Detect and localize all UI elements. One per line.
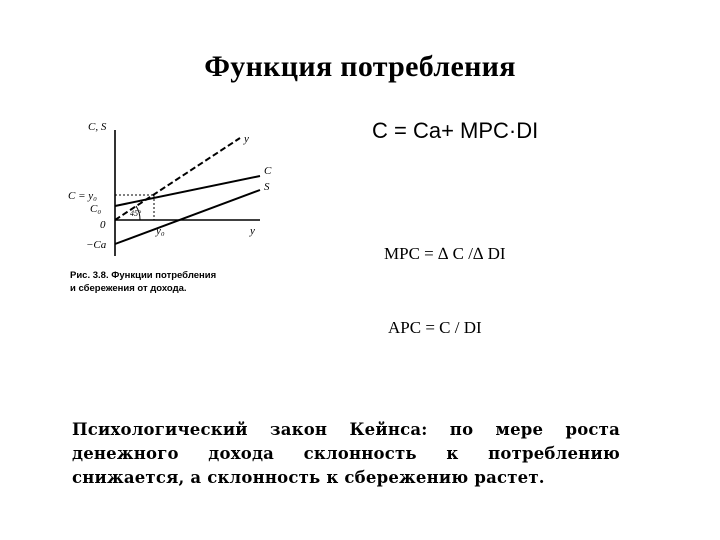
- axis-x-label: y: [250, 225, 255, 237]
- figure-caption-line1: Рис. 3.8. Функции потребления: [70, 270, 217, 281]
- label-c-eq-y0: C = y₀: [68, 190, 97, 202]
- label-neg-ca: −Ca: [86, 239, 107, 251]
- label-line-c: C: [264, 165, 272, 177]
- label-line-y: y: [244, 133, 249, 145]
- consumption-graph: [60, 108, 300, 308]
- page-title: Функция потребления: [204, 50, 516, 83]
- consumption-savings-figure: [60, 108, 300, 308]
- formula-apc: APC = C / DI: [388, 318, 482, 337]
- axis-y-label: C, S: [88, 121, 107, 133]
- label-y0: y₀: [156, 225, 165, 237]
- label-c0: C₀: [90, 203, 102, 215]
- keynes-law-paragraph: Психологический закон Кейнса: по мере роста денежного дохода склонность к потреблению снижается, а склонность к сбережению растет.: [72, 420, 620, 487]
- formula-mpc: MPC = ∆ C /∆ DI: [384, 244, 506, 263]
- figure-caption-line2: и сбережения от дохода.: [70, 283, 187, 294]
- label-zero: 0: [100, 219, 106, 231]
- label-line-s: S: [264, 181, 270, 193]
- line-45-degree: [115, 138, 240, 220]
- line-consumption: [115, 176, 260, 206]
- label-angle: 45°: [130, 209, 142, 218]
- formula-consumption: C = Ca+ MPC·DI: [372, 118, 539, 143]
